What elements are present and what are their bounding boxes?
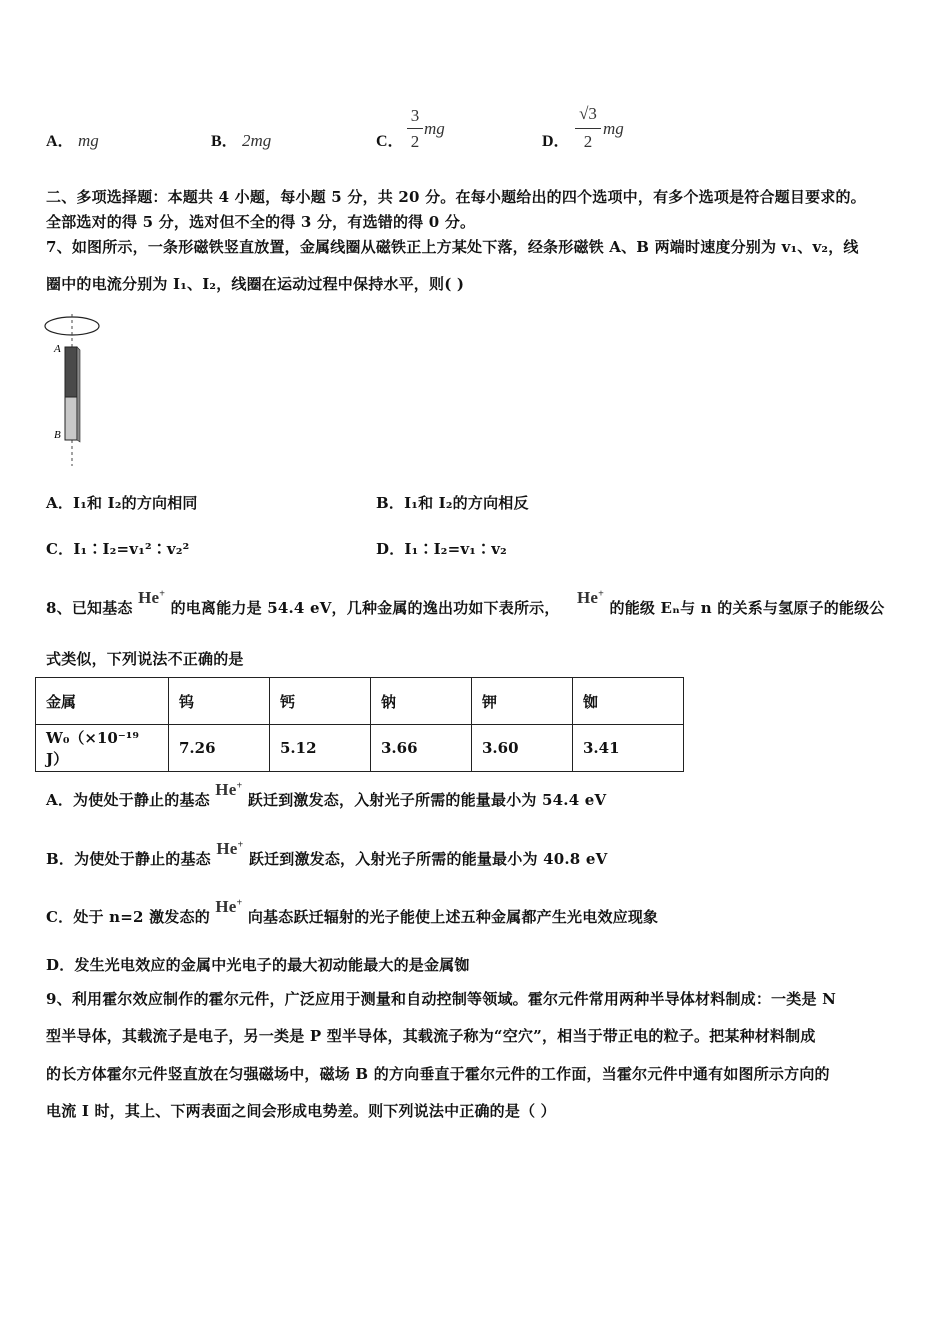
q8-line1-pre: 8、已知基态 (46, 599, 133, 617)
q7-option-c: C．I₁∶I₂=v₁²∶v₂² (46, 540, 190, 558)
q8-line1 (46, 588, 885, 618)
table-cell: 3.41 (573, 725, 684, 772)
he-symbol: He (215, 897, 237, 916)
he-symbol: He (216, 839, 238, 858)
table-header-cell: 金属 (36, 678, 169, 725)
he-charge: + (598, 588, 605, 600)
he-symbol: He (138, 588, 160, 607)
label-b: B (54, 429, 61, 441)
table-header-cell: 钨 (169, 678, 270, 725)
option-c-tail: mg (424, 119, 445, 138)
he-ion-symbol (215, 897, 242, 916)
q9-line4: 电流 I 时，其上、下两表面之间会形成电势差。则下列说法中正确的是（ ） (46, 1102, 556, 1120)
q8-option-c (46, 897, 659, 927)
table-cell: 3.60 (472, 725, 573, 772)
table-header-cell: 钠 (371, 678, 472, 725)
option-b-value: 2mg (242, 131, 272, 150)
table-header-cell: 铷 (573, 678, 684, 725)
q8-option-d: D．发生光电效应的金属中光电子的最大初动能最大的是金属铷 (46, 956, 470, 974)
section2-line2: 全部选对的得 5 分，选对但不全的得 3 分，有选错的得 0 分。 (46, 213, 476, 231)
fraction-bar (407, 128, 423, 129)
q8-option-b-pre: B．为使处于静止的基态 (46, 850, 211, 868)
table-row (36, 678, 684, 725)
q8-option-b (46, 839, 608, 869)
he-charge: + (159, 588, 166, 600)
he-symbol: He (577, 588, 599, 607)
work-function-table (35, 677, 684, 772)
q8-option-a-pre: A．为使处于静止的基态 (46, 791, 210, 809)
option-c-denominator: 2 (410, 132, 420, 151)
magnet-side (77, 347, 80, 442)
table-row (36, 725, 684, 772)
q9-line3: 的长方体霍尔元件竖直放在匀强磁场中，磁场 B 的方向垂直于霍尔元件的工作面，当霍尔元件中通有如图所示方向的 (46, 1065, 830, 1083)
q7-option-d: D．I₁∶I₂=v₁∶v₂ (376, 540, 507, 558)
table-cell: 7.26 (169, 725, 270, 772)
he-charge: + (237, 839, 244, 851)
he-charge: + (236, 897, 243, 909)
q7-option-a: A．I₁和 I₂的方向相同 (46, 494, 198, 512)
he-ion-symbol (138, 588, 165, 607)
magnet-coil-figure (40, 310, 110, 470)
table-header-cell: 钙 (270, 678, 371, 725)
table-cell: 5.12 (270, 725, 371, 772)
option-d-label: D． (542, 133, 570, 150)
q8-option-c-post: 向基态跃迁辐射的光子能使上述五种金属都产生光电效应现象 (247, 908, 659, 926)
q7-line2: 圈中的电流分别为 I₁、I₂，线圈在运动过程中保持水平，则( ) (46, 275, 465, 293)
q8-option-b-post: 跃迁到激发态，入射光子所需的能量最小为 40.8 eV (248, 850, 608, 868)
he-ion-symbol (215, 780, 242, 799)
he-ion-symbol (577, 588, 604, 607)
section2-line1: 二、多项选择题：本题共 4 小题，每小题 5 分，共 20 分。在每小题给出的四个选项中，有多个选项是符合题目要求的。 (46, 188, 866, 206)
he-ion-symbol (216, 839, 243, 858)
option-c-numerator: 3 (410, 106, 420, 125)
q8-line2: 式类似，下列说法不正确的是 (46, 650, 244, 668)
option-d-denominator: 2 (583, 132, 593, 151)
option-d-numerator: √3 (579, 104, 597, 123)
q8-option-c-pre: C．处于 n=2 激发态的 (46, 908, 210, 926)
option-d-tail: mg (603, 119, 624, 138)
magnet-north (65, 347, 77, 397)
option-b-label: B． (211, 133, 238, 150)
q7-option-b: B．I₁和 I₂的方向相反 (376, 494, 529, 512)
table-header-cell: 钾 (472, 678, 573, 725)
label-a: A (54, 343, 61, 355)
magnet-coil-diagram (40, 310, 110, 470)
table-row-label: W₀（×10⁻¹⁹ J） (36, 725, 169, 772)
he-charge: + (236, 780, 243, 792)
fraction-bar (575, 128, 601, 129)
option-a-label: A． (46, 133, 74, 150)
option-c-label: C． (376, 133, 404, 150)
magnet-south (65, 397, 77, 440)
q7-line1: 7、如图所示，一条形磁铁竖直放置，金属线圈从磁铁正上方某处下落，经条形磁铁 A、B 两端时速度分别为 v₁、v₂，线 (46, 238, 859, 256)
option-a-value: mg (78, 131, 99, 150)
q8-line1-mid: 的电离能力是 54.4 eV，几种金属的逸出功如下表所示， (170, 599, 560, 617)
q8-option-a (46, 780, 607, 810)
he-symbol: He (215, 780, 237, 799)
q9-line1: 9、利用霍尔效应制作的霍尔元件，广泛应用于测量和自动控制等领域。霍尔元件常用两种半导体材料制成：一类是 N (46, 990, 836, 1008)
q8-option-a-post: 跃迁到激发态，入射光子所需的能量最小为 54.4 eV (247, 791, 607, 809)
q8-line1-post: 的能级 Eₙ与 n 的关系与氢原子的能级公 (609, 599, 885, 617)
table-cell: 3.66 (371, 725, 472, 772)
q9-line2: 型半导体，其载流子是电子，另一类是 P 型半导体，其载流子称为“空穴”，相当于带正电的粒子。把某种材料制成 (46, 1027, 816, 1045)
